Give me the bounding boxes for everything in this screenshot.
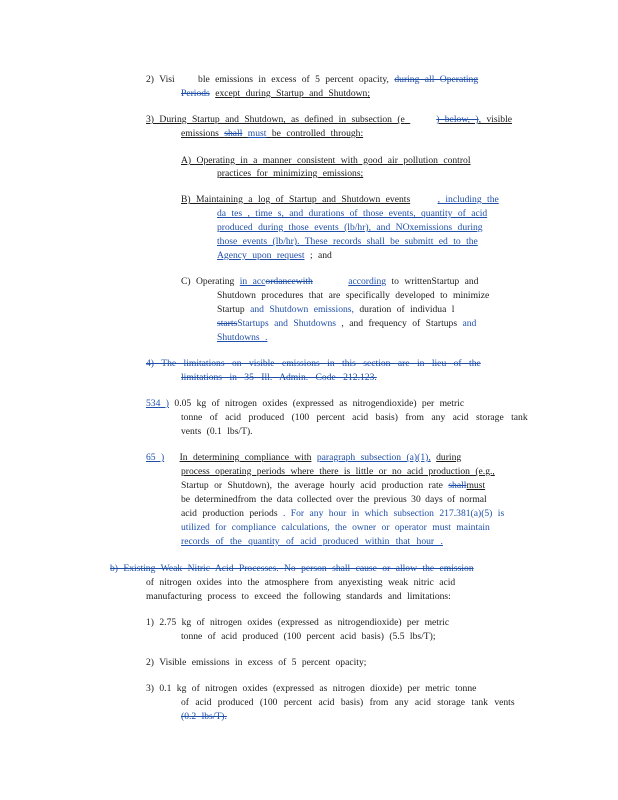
section-b-line-3: manufacturing process to exceed the following standards and limitations: xyxy=(146,591,451,602)
deleted-text: ) below, ) xyxy=(436,114,479,125)
text: ble emissions in excess of 5 percent opacity, xyxy=(198,74,389,85)
inserted-text: Startups and Shutdowns xyxy=(237,318,337,329)
item-B-line-2: da tes , time s, and durations of those events, quantity of acid xyxy=(217,208,488,219)
inserted-text: in acc xyxy=(239,276,266,287)
text: be controlled through: xyxy=(271,128,364,139)
text: Startup xyxy=(217,304,245,315)
section-b-line-2: of nitrogen oxides into the atmosphere from anyexisting weak nitric acid xyxy=(146,577,456,588)
item-number: 534 ) xyxy=(146,398,169,409)
item-2-line-2 xyxy=(181,88,370,100)
item-6-line-5 xyxy=(181,508,504,520)
item-A-line-1: A) Operating in a manner consistent with good air pollution control xyxy=(181,155,471,166)
deleted-text: llow the emission xyxy=(399,563,474,574)
item-5-line-1 xyxy=(146,398,464,410)
item-6-line-6: utilized for compliance calculations, the owner or operator must maintain xyxy=(181,522,490,533)
item-3-line-2 xyxy=(181,128,363,140)
deleted-text: during all Operating xyxy=(394,74,479,85)
b-item-2-line-1: 2) Visible emissions in excess of 5 percent opacity; xyxy=(146,657,367,668)
item-C-line-1 xyxy=(181,276,478,288)
text: 0.05 kg of nitrogen oxides (expressed as nitrogendioxide) per metric xyxy=(174,398,465,409)
text: C) Operating xyxy=(181,276,235,287)
item-number: 65 ) xyxy=(146,452,165,463)
item-A-line-2: practices for minimizing emissions; xyxy=(217,168,364,179)
deleted-text: shall xyxy=(224,128,243,139)
text: ; and xyxy=(309,250,332,261)
text: to written xyxy=(391,276,432,287)
deleted-text: shall xyxy=(448,480,467,491)
inserted-text: . For any hour in which subsection 217.381(a)(5) is xyxy=(283,508,505,519)
item-3-line-1 xyxy=(146,114,512,126)
item-C-line-3 xyxy=(217,304,454,316)
b-item-3-line-2: of acid produced (100 percent acid basis) from any acid storage tank vents xyxy=(181,697,515,708)
item-6-line-2: process operating periods where there is little or no acid production (e.g., xyxy=(181,466,495,477)
b-item-3-line-3: (0.2 lbs/T). xyxy=(181,711,227,722)
item-C-line-5: Shutdowns . xyxy=(217,332,268,343)
item-6-line-1 xyxy=(146,452,461,464)
text: Startup and xyxy=(431,276,479,287)
inserted-text: must xyxy=(466,480,486,491)
inserted-text: must xyxy=(247,128,267,139)
deleted-text: b) Existing Weak Nitric Acid Processes. No person shall cause or a xyxy=(110,563,400,574)
text: B) Maintaining a log of Startup and Shutdown events xyxy=(181,194,411,205)
item-5-line-2: tonne of acid produced (100 percent acid basis) from any acid storage tank xyxy=(181,412,528,423)
item-B-line-5 xyxy=(217,250,332,262)
inserted-text: according xyxy=(348,276,387,287)
item-B-line-4: those events (lb/hr). These records shall be submitt ed to the xyxy=(217,236,478,247)
item-4-line-2: limitations in 35 Ill. Admin. Code 212.123. xyxy=(181,372,377,383)
text: 3) During Startup and Shutdown, as defined in subsection (e xyxy=(146,114,405,125)
text: 2) Visi xyxy=(146,74,175,85)
item-C-line-2: Shutdown procedures that are specifically developed to minimize xyxy=(217,290,490,301)
inserted-text: and Shutdown emissions, xyxy=(250,304,354,315)
item-C-line-4 xyxy=(217,318,476,330)
text: emissions xyxy=(181,128,219,139)
inserted-text: except during Startup and Shutdown; xyxy=(215,88,371,99)
item-5-line-3: vents (0.1 lbs/T). xyxy=(181,426,253,437)
inserted-text: Agency upon request xyxy=(217,250,305,261)
deleted-text: ordancewith xyxy=(265,276,313,287)
item-B-line-3: produced during those events (lb/hr), and NOxemissions during xyxy=(217,222,483,233)
item-B-line-1 xyxy=(181,194,499,206)
text: duration of individua l xyxy=(359,304,455,315)
deleted-text: Periods xyxy=(181,88,210,99)
text: In determining compliance with xyxy=(179,452,312,463)
deleted-text: starts xyxy=(217,318,238,329)
inserted-text: and xyxy=(462,318,477,329)
inserted-text: , including the xyxy=(437,194,499,205)
b-item-3-line-1: 3) 0.1 kg of nitrogen oxides (expressed as nitrogen dioxide) per metric tonne xyxy=(146,683,477,694)
b-item-1-line-1: 1) 2.75 kg of nitrogen oxides (expressed as nitrogendioxide) per metric xyxy=(146,617,450,628)
item-6-line-7: records of the quantity of acid produced within that hour . xyxy=(181,536,443,547)
text: , visible xyxy=(478,114,513,125)
text: Startup or Shutdown), the average hourly acid production rate xyxy=(181,480,443,491)
text: acid production periods xyxy=(181,508,278,519)
section-b-line-1 xyxy=(110,563,474,575)
item-4-line-1: 4) The limitations on visible emissions in this section are in lieu of the xyxy=(146,358,481,369)
item-6-line-3 xyxy=(181,480,485,492)
text: during xyxy=(436,452,462,463)
item-6-line-4: be determinedfrom the data collected over the previous 30 days of normal xyxy=(181,494,487,505)
text: , and frequency of Startups xyxy=(341,318,458,329)
item-2-line-1 xyxy=(146,74,478,86)
b-item-1-line-2: tonne of acid produced (100 percent acid basis) (5.5 lbs/T); xyxy=(181,631,436,642)
inserted-text: paragraph subsection (a)(1), xyxy=(316,452,431,463)
